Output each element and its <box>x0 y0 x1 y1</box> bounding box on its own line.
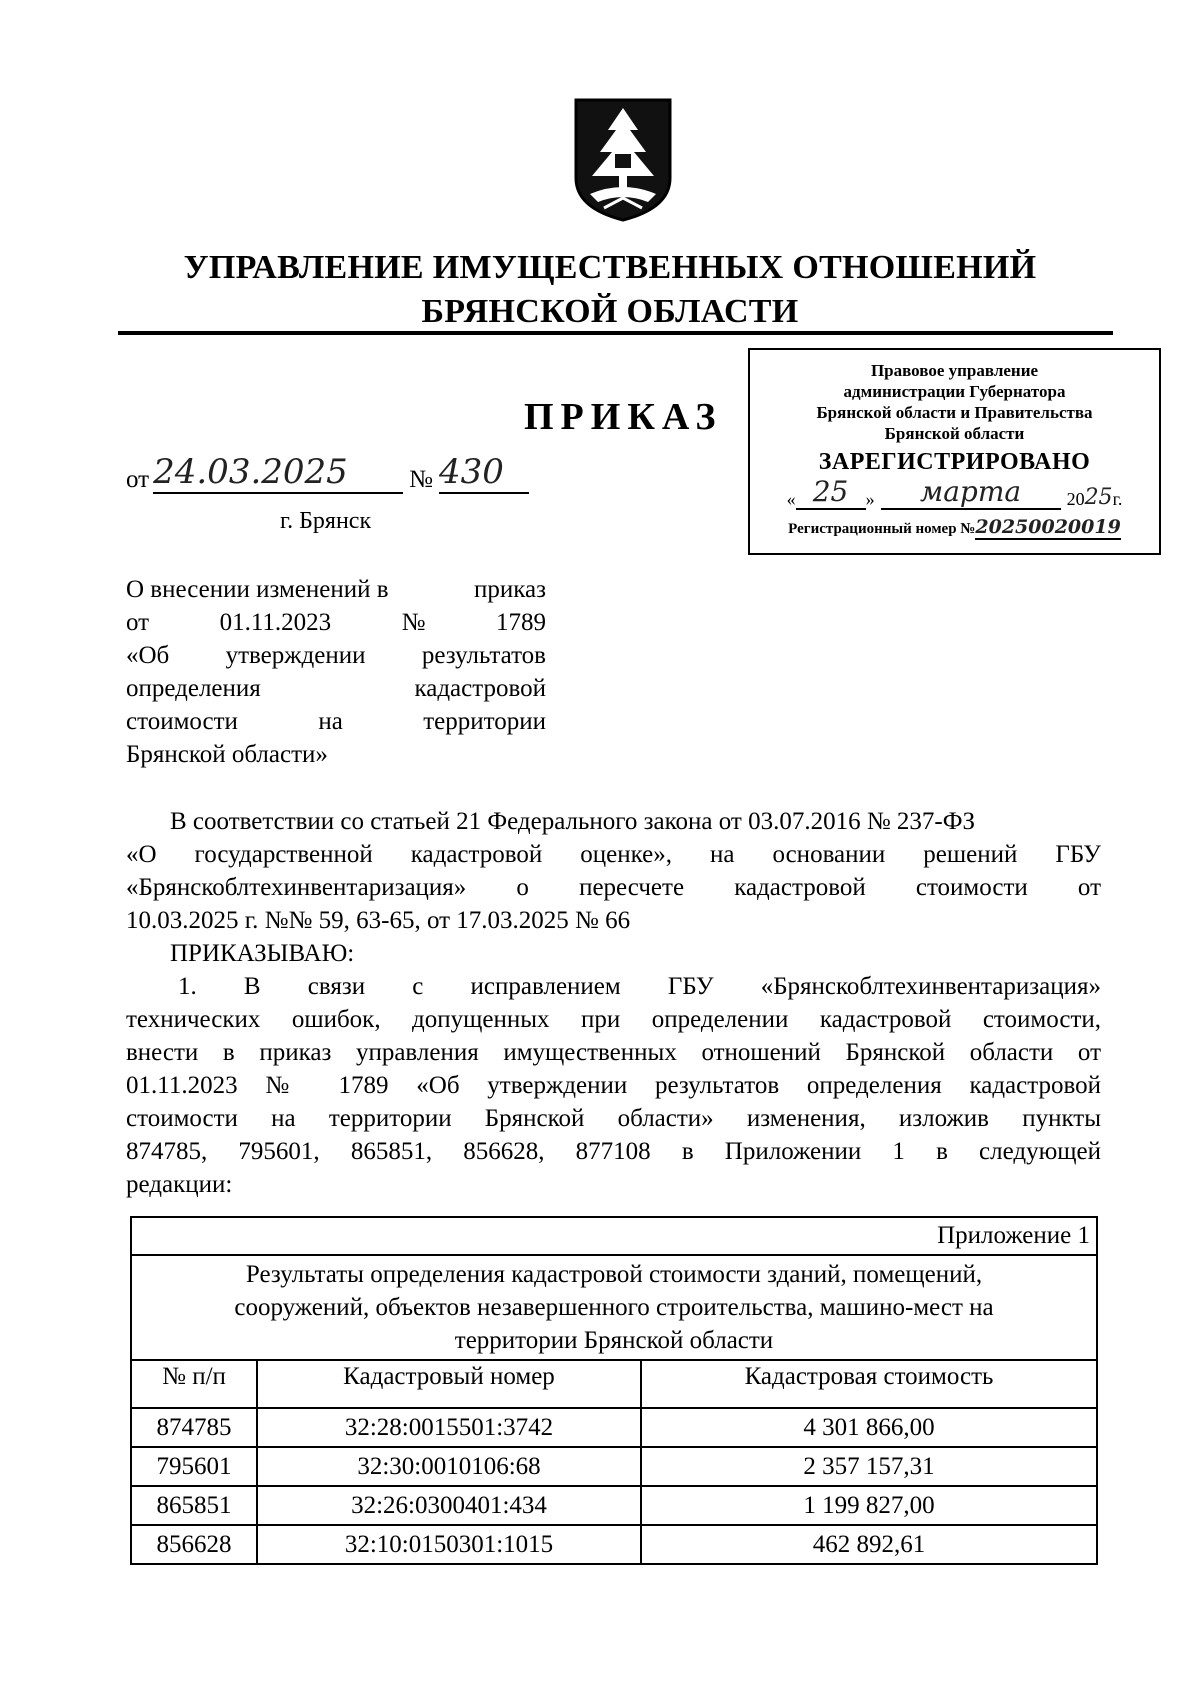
table-cell: 856628 <box>131 1525 257 1564</box>
subject-text: «Об <box>126 642 170 669</box>
stamp-registered-label: ЗАРЕГИСТРИРОВАНО <box>818 449 1091 475</box>
subject-text: О внесении изменений в <box>126 576 389 603</box>
body-line: «Брянскоблтехинвентаризация» о пересчете кадастровой стоимости от <box>126 874 1101 901</box>
body-paragraph-1 <box>126 805 1101 970</box>
appendix-title-line: сооружений, объектов незавершенного строительства, машино-мест на <box>234 1294 994 1321</box>
body-line: редакции: <box>126 1171 233 1198</box>
appendix-title <box>131 1255 1097 1360</box>
document-title: ПРИКАЗ <box>524 396 723 438</box>
header-divider <box>118 331 1113 335</box>
table-cell: 32:28:0015501:3742 <box>257 1408 641 1447</box>
table-cell: 795601 <box>131 1447 257 1486</box>
table-row <box>131 1217 1097 1255</box>
order-subject <box>126 573 546 771</box>
table-cell: 462 892,61 <box>641 1525 1097 1564</box>
stamp-registration-number-row <box>750 516 1159 540</box>
body-line: «О государственной кадастровой оценке», на основании решений ГБУ <box>126 841 1101 868</box>
order-date: 24.03.2025 <box>153 452 403 494</box>
subject-text: территории <box>423 708 546 735</box>
body-line: 10.03.2025 г. №№ 59, 63-65, от 17.03.2025 № 66 <box>126 907 631 934</box>
subject-text: кадастровой <box>414 675 546 702</box>
date-prefix: от <box>126 466 150 493</box>
city: г. Брянск <box>280 508 372 534</box>
table-cell: 1 199 827,00 <box>641 1486 1097 1525</box>
table-header-row <box>131 1360 1097 1408</box>
stamp-line4: Брянской области <box>884 424 1025 443</box>
appendix-table <box>130 1216 1098 1565</box>
subject-text: на <box>318 708 343 735</box>
subject-text: приказ <box>474 576 546 603</box>
stamp-line3: Брянской области и Правительства <box>816 403 1093 422</box>
organization-name-line1: УПРАВЛЕНИЕ ИМУЩЕСТВЕННЫХ ОТНОШЕНИЙ <box>183 249 1037 286</box>
table-cell: 32:30:0010106:68 <box>257 1447 641 1486</box>
subject-text: утверждении <box>225 642 366 669</box>
stamp-year-end: г. <box>1112 489 1123 509</box>
stamp-day: 25 <box>796 475 866 510</box>
body-line: В соответствии со статьей 21 Федерального закона от 03.07.2016 № 237-ФЗ <box>170 808 976 835</box>
subject-text: стоимости <box>126 708 238 735</box>
subject-text: № <box>401 609 426 636</box>
stamp-line2: администрации Губернатора <box>843 382 1066 401</box>
table-row <box>131 1255 1097 1360</box>
stamp-month: марта <box>881 475 1061 510</box>
body-paragraph-2 <box>126 970 1101 1201</box>
table-row <box>131 1486 1097 1525</box>
organization-name-line2: БРЯНСКОЙ ОБЛАСТИ <box>421 293 799 330</box>
stamp-reg-label: Регистрационный номер № <box>788 521 976 537</box>
column-header: № п/п <box>131 1360 257 1408</box>
table-cell: 32:10:0150301:1015 <box>257 1525 641 1564</box>
table-cell: 32:26:0300401:434 <box>257 1486 641 1525</box>
subject-text: Брянской области» <box>126 741 328 768</box>
body-line: 01.11.2023 № 1789 «Об утверждении результатов определения кадастровой <box>126 1072 1101 1099</box>
table-row <box>131 1525 1097 1564</box>
order-number: 430 <box>439 452 529 494</box>
body-line: 874785, 795601, 865851, 856628, 877108 в Приложении 1 в следующей <box>126 1138 1101 1165</box>
table-cell: 2 357 157,31 <box>641 1447 1097 1486</box>
body-line: стоимости на территории Брянской области» изменения, изложив пункты <box>126 1105 1101 1132</box>
column-header: Кадастровый номер <box>257 1360 641 1408</box>
subject-text: определения <box>126 675 261 702</box>
stamp-line1: Правовое управление <box>870 361 1039 380</box>
body-line: внести в приказ управления имущественных отношений Брянской области от <box>126 1039 1101 1066</box>
appendix-title-line: Результаты определения кадастровой стоимости зданий, помещений, <box>245 1261 983 1288</box>
body-line: 1. В связи с исправлением ГБУ «Брянскоблтехинвентаризация» <box>178 973 1101 1000</box>
stamp-year-suffix: 25 <box>1084 485 1113 510</box>
order-word: ПРИКАЗЫВАЮ: <box>170 940 355 967</box>
registration-stamp <box>748 348 1161 555</box>
table-cell: 4 301 866,00 <box>641 1408 1097 1447</box>
table-row <box>131 1408 1097 1447</box>
subject-text: результатов <box>421 642 546 669</box>
number-prefix: № <box>409 466 433 493</box>
stamp-reg-number: 20250020019 <box>975 516 1121 538</box>
table-cell: 865851 <box>131 1486 257 1525</box>
body-line: технических ошибок, допущенных при определении кадастровой стоимости, <box>126 1006 1101 1033</box>
coat-of-arms-emblem <box>568 96 678 224</box>
table-cell: 874785 <box>131 1408 257 1447</box>
subject-text: 01.11.2023 <box>219 609 332 636</box>
subject-text: 1789 <box>496 609 546 636</box>
stamp-year-prefix: 20 <box>1066 489 1085 509</box>
table-row <box>131 1447 1097 1486</box>
stamp-date: « 25 » марта 20 25 г. <box>786 475 1123 510</box>
order-date-number <box>126 452 529 494</box>
subject-text: от <box>126 609 150 636</box>
appendix-title-line: территории Брянской области <box>454 1327 774 1354</box>
appendix-label: Приложение 1 <box>131 1217 1097 1255</box>
organization-header <box>130 246 1090 334</box>
column-header: Кадастровая стоимость <box>641 1360 1097 1408</box>
